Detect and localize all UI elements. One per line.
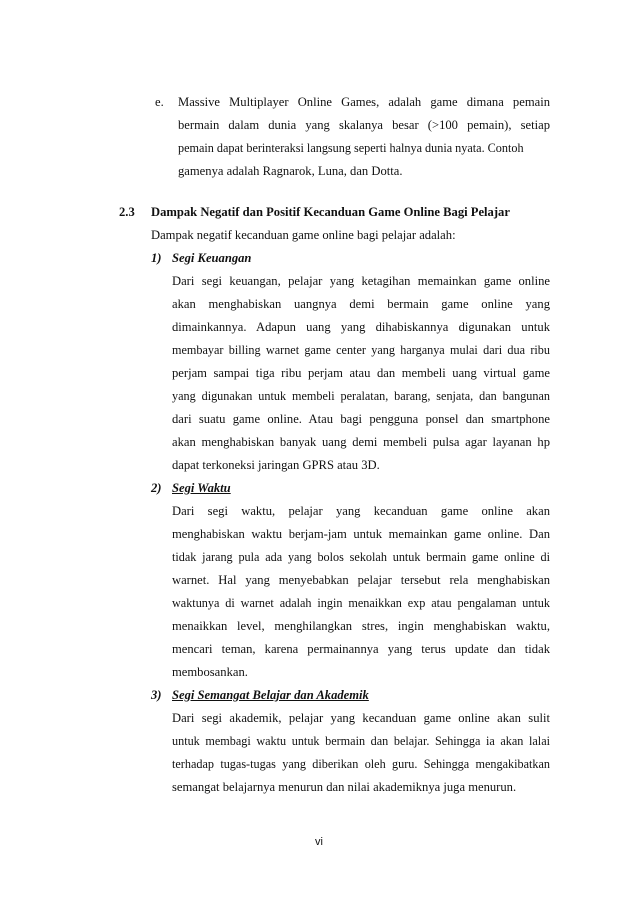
subsection-title: Segi Keuangan [172, 251, 252, 265]
paragraph-line: membayar billing warnet game center yang harganya mulai dari dua ribu [172, 343, 550, 357]
item-e-line: pemain dapat berinteraksi langsung seperti halnya dunia nyata. Contoh [178, 141, 524, 155]
paragraph-line: Dari segi waktu, pelajar yang kecanduan game online akan [172, 504, 550, 518]
paragraph-line: warnet. Hal yang menyebabkan pelajar tersebut rela menghabiskan [172, 573, 550, 587]
paragraph-line: semangat belajarnya menurun dan nilai akademiknya juga menurun. [172, 780, 517, 794]
subsection-number: 3) [151, 688, 162, 702]
section-title: Dampak Negatif dan Positif Kecanduan Game Online Bagi Pelajar [151, 205, 510, 219]
paragraph-line: menaikkan level, menghilangkan stres, ingin menghabiskan waktu, [172, 619, 550, 633]
subsection-number: 2) [151, 481, 162, 495]
paragraph-line: dimainkannya. Adapun uang yang dihabiskannya digunakan untuk [172, 320, 550, 334]
section-number: 2.3 [119, 205, 135, 219]
paragraph-line: dapat terkoneksi jaringan GPRS atau 3D. [172, 458, 380, 472]
paragraph-line: untuk membagi waktu untuk bermain dan belajar. Sehingga ia akan lalai [172, 734, 550, 748]
paragraph-line: perjam sampai tiga ribu perjam atau dan membeli uang virtual game [172, 366, 550, 380]
paragraph-line: Dari segi keuangan, pelajar yang ketagihan memainkan game online [172, 274, 550, 288]
paragraph-line: yang digunakan untuk membeli peralatan, barang, senjata, dan bangunan [172, 389, 550, 403]
item-e-line: bermain dalam dunia yang skalanya besar (>100 pemain), setiap [178, 118, 550, 132]
paragraph-line: terhadap tugas-tugas yang diberikan oleh guru. Sehingga mengakibatkan [172, 757, 550, 771]
section-intro: Dampak negatif kecanduan game online bagi pelajar adalah: [151, 228, 456, 242]
item-e-line: gamenya adalah Ragnarok, Luna, dan Dotta. [178, 164, 403, 178]
page-number: vi [315, 836, 323, 848]
subsection-title: Segi Semangat Belajar dan Akademik [172, 688, 369, 702]
paragraph-line: menghabiskan waktu berjam-jam untuk memainkan game online. Dan [172, 527, 550, 541]
paragraph-line: waktunya di warnet adalah ingin menaikkan exp atau pengalaman untuk [172, 596, 550, 610]
paragraph-line: tidak jarang pula ada yang bolos sekolah untuk bermain game online di [172, 550, 550, 564]
paragraph-line: akan menghabiskan banyak uang demi membeli pulsa agar layanan hp [172, 435, 550, 449]
paragraph-line: akan menghabiskan uangnya demi bermain game online yang [172, 297, 550, 311]
item-e-line: Massive Multiplayer Online Games, adalah game dimana pemain [178, 95, 550, 109]
subsection-number: 1) [151, 251, 162, 265]
paragraph-line: Dari segi akademik, pelajar yang kecanduan game online akan sulit [172, 711, 550, 725]
paragraph-line: membosankan. [172, 665, 248, 679]
paragraph-line: mencari teman, karena permainannya yang terus update dan tidak [172, 642, 550, 656]
paragraph-line: dari suatu game online. Atau bagi pengguna ponsel dan smartphone [172, 412, 550, 426]
list-marker-e: e. [155, 95, 164, 109]
subsection-title: Segi Waktu [172, 481, 231, 495]
